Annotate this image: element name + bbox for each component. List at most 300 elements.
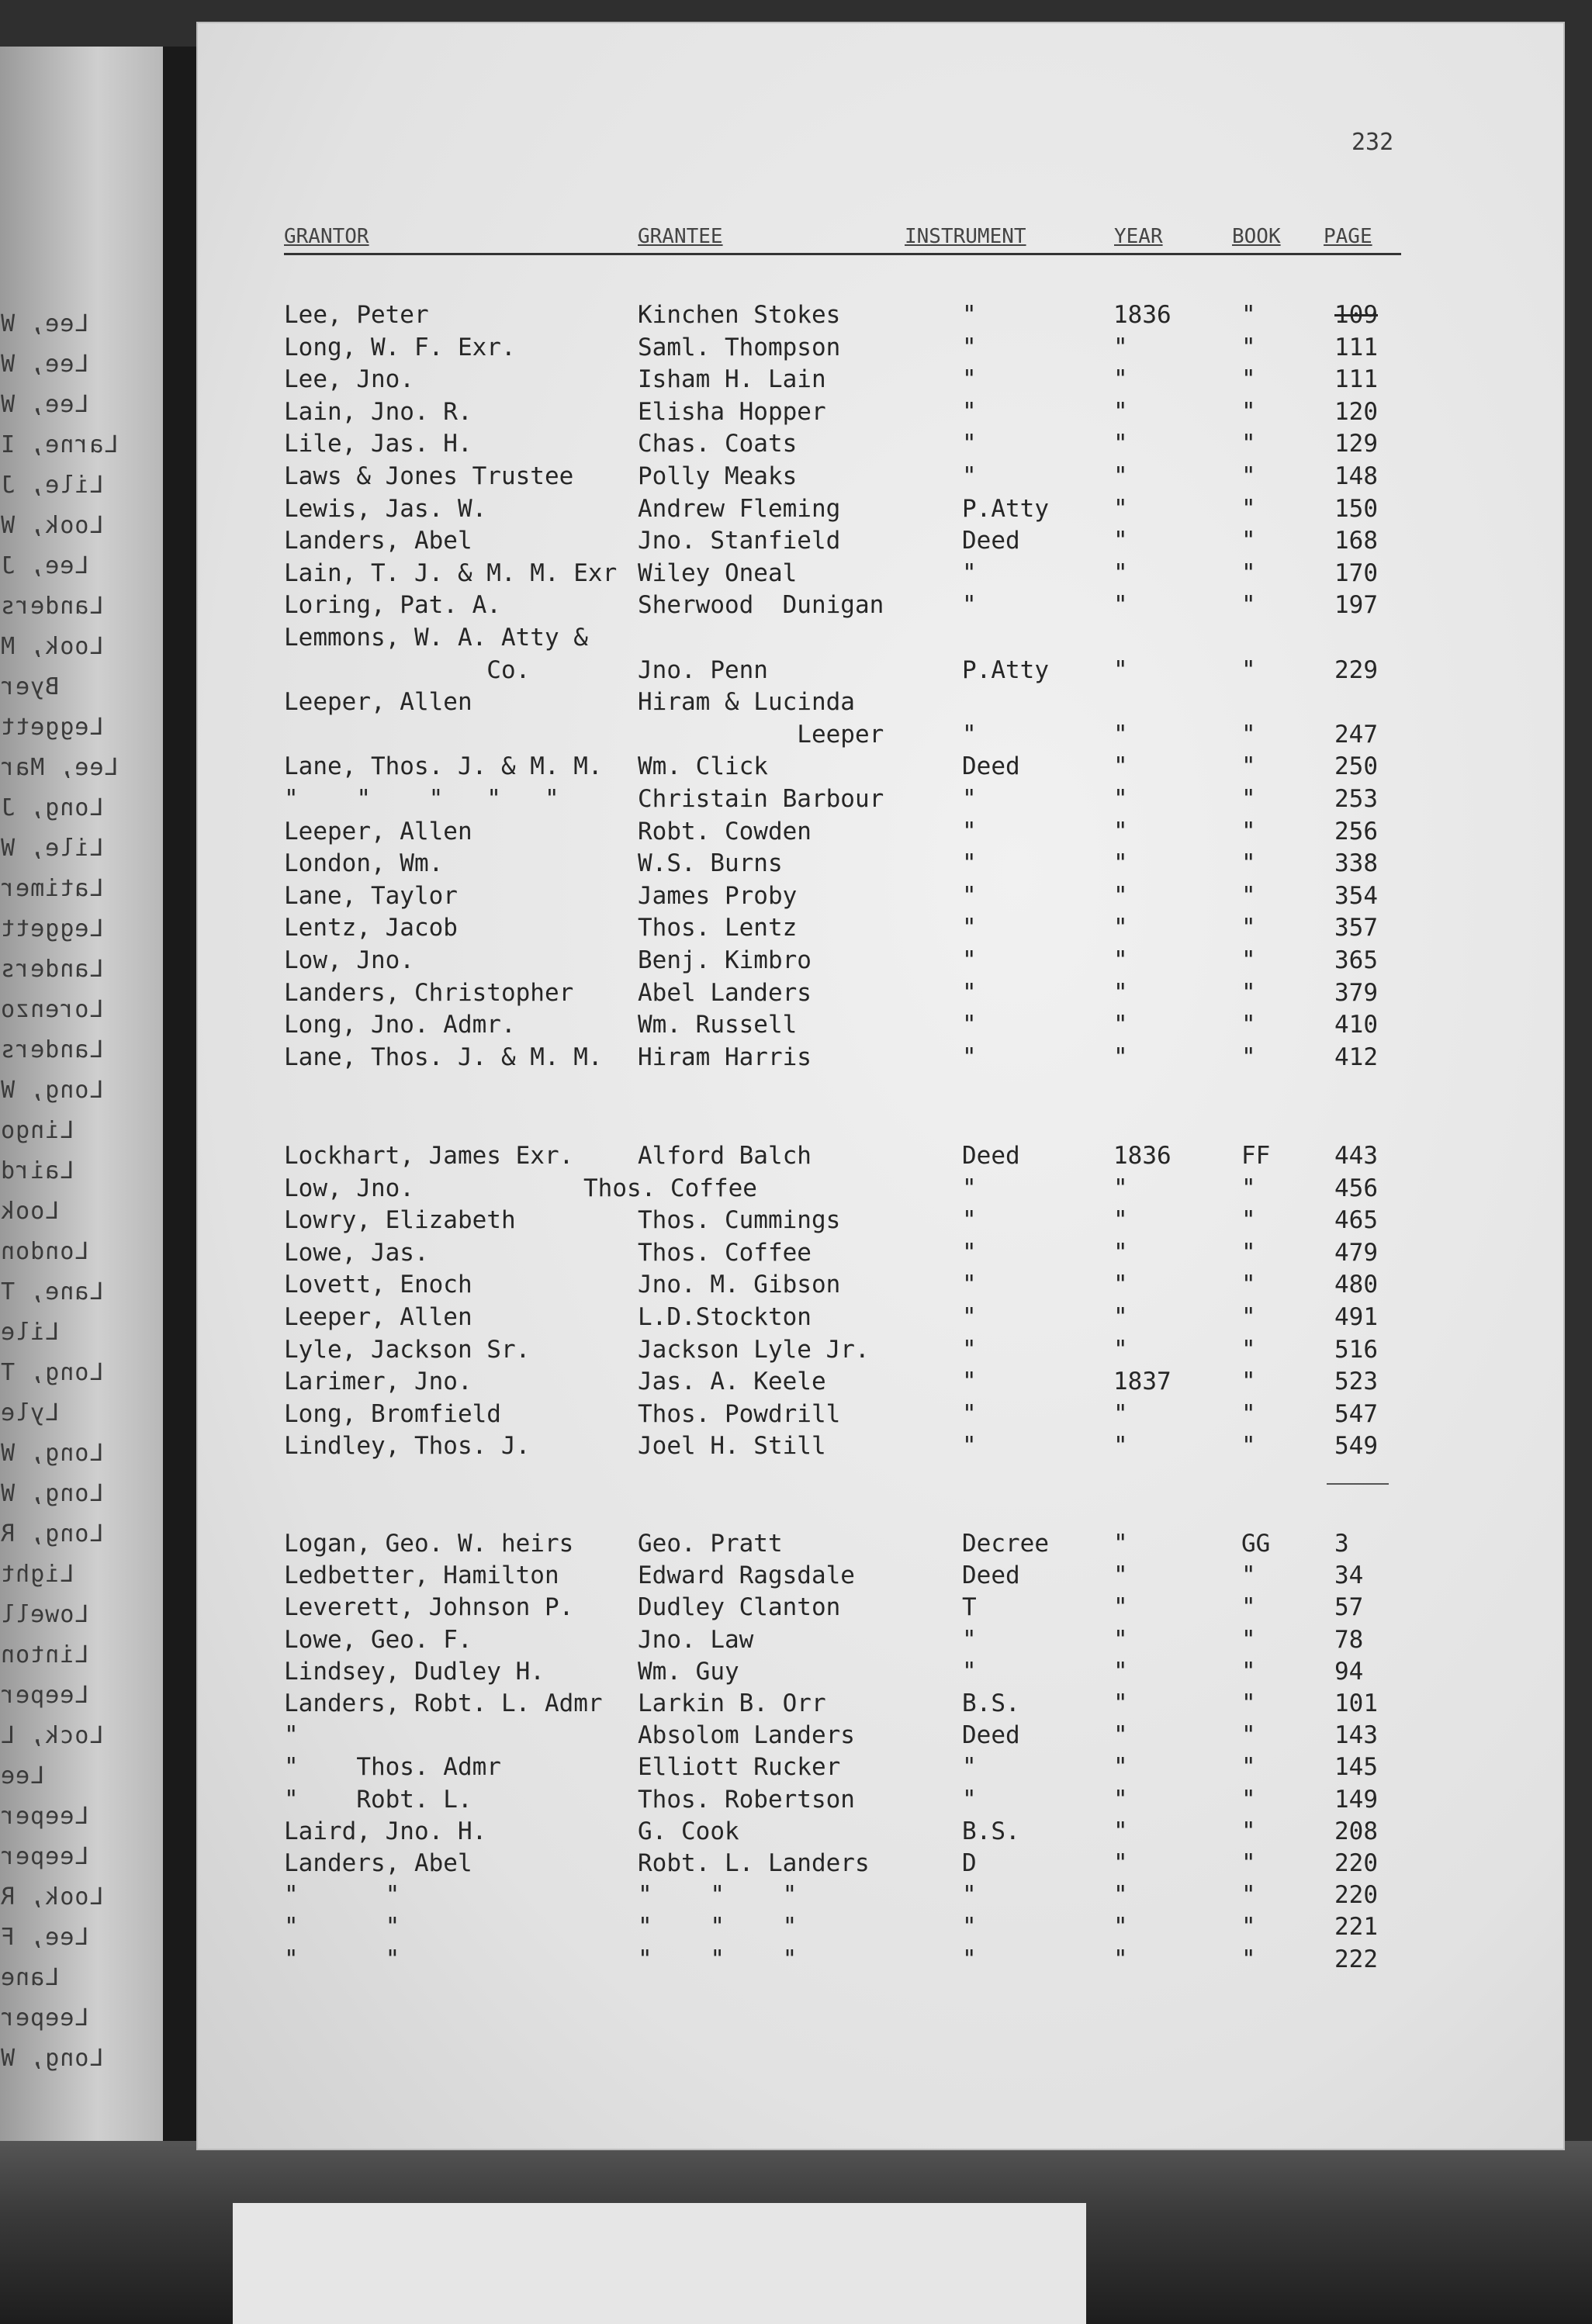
cell-page: 221 — [1334, 1913, 1378, 1942]
cell-instrument: Decree — [962, 1530, 1049, 1558]
cell-instrument: " — [962, 1785, 977, 1814]
ledger-row — [0, 719, 1592, 750]
cell-page: 443 — [1334, 1142, 1378, 1170]
ledger-row — [0, 1848, 1592, 1879]
cell-grantor: " Robt. L. — [284, 1785, 472, 1814]
ledger-row — [0, 1656, 1592, 1687]
cell-grantee: Jno. M. Gibson — [638, 1271, 841, 1299]
cell-grantee: Elisha Hopper — [638, 397, 826, 426]
cell-page: 143 — [1334, 1721, 1378, 1750]
cell-year: " — [1113, 591, 1128, 620]
cell-year: " — [1113, 849, 1128, 878]
cell-page: 222 — [1334, 1945, 1378, 1973]
adjacent-page-text: Lee — [0, 1762, 45, 1790]
cell-grantee: G. Cook — [638, 1817, 739, 1845]
cell-grantor: Laws & Jones Trustee — [284, 462, 574, 490]
ledger-row — [0, 1816, 1592, 1847]
cell-page: 229 — [1334, 655, 1378, 684]
cell-grantor: Leeper, Allen — [284, 1303, 472, 1331]
cell-grantee: Andrew Fleming — [638, 494, 841, 523]
adjacent-page-text: Leggett — [0, 714, 104, 741]
adjacent-page-text: Landers — [0, 1036, 104, 1063]
cell-year: " — [1113, 1817, 1128, 1845]
ledger-row — [0, 783, 1592, 814]
ledger-row — [0, 1880, 1592, 1911]
cell-year: " — [1113, 1043, 1128, 1071]
header-year: YEAR — [1114, 225, 1163, 248]
cell-year: " — [1113, 1432, 1128, 1461]
cell-instrument: Deed — [962, 752, 1020, 781]
ledger-row — [0, 1173, 1592, 1204]
cell-book: " — [1241, 1849, 1256, 1877]
cell-grantee: Hiram Harris — [638, 1043, 812, 1071]
ledger-row — [0, 1334, 1592, 1365]
cell-grantee: Robt. Cowden — [638, 817, 812, 846]
cell-grantor: Landers, Robt. L. Admr — [284, 1689, 603, 1717]
cell-book: " — [1241, 1753, 1256, 1782]
cell-grantor: Landers, Christopher — [284, 978, 574, 1007]
cell-page: 111 — [1334, 333, 1378, 361]
cell-page: 549 — [1334, 1432, 1378, 1461]
cell-grantor: Long, W. F. Exr. — [284, 333, 516, 361]
cell-instrument: " — [962, 1206, 977, 1235]
cell-grantee: Wm. Russell — [638, 1011, 798, 1039]
cell-year: " — [1113, 1593, 1128, 1622]
cell-page: 354 — [1334, 881, 1378, 910]
cell-page: 253 — [1334, 785, 1378, 813]
ledger-row — [0, 1366, 1592, 1397]
cell-instrument: " — [962, 1913, 977, 1942]
adjacent-page-text: Leeper — [0, 1803, 89, 1830]
cell-instrument: " — [962, 1271, 977, 1299]
cell-page: 197 — [1334, 591, 1378, 620]
cell-book: " — [1241, 785, 1256, 813]
adjacent-page-text: Long, R — [0, 1520, 104, 1548]
cell-instrument: " — [962, 333, 977, 361]
cell-instrument: D — [962, 1849, 977, 1877]
cell-grantor: Lyle, Jackson Sr. — [284, 1335, 531, 1364]
cell-grantor: Landers, Abel — [284, 1849, 472, 1877]
cell-grantor: Lain, Jno. R. — [284, 397, 472, 426]
cell-book: " — [1241, 333, 1256, 361]
cell-grantor: Larimer, Jno. — [284, 1368, 472, 1396]
cell-grantee: James Proby — [638, 881, 798, 910]
ledger-row — [0, 525, 1592, 556]
ledger-row — [0, 1009, 1592, 1040]
cell-grantor: Lane, Taylor — [284, 881, 458, 910]
adjacent-page-text: Laird — [0, 1157, 74, 1184]
ledger-row — [0, 1944, 1592, 1975]
cell-book: GG — [1241, 1530, 1271, 1558]
cell-book: " — [1241, 1043, 1256, 1071]
cell-grantee: Jackson Lyle Jr. — [638, 1335, 870, 1364]
cell-instrument: " — [962, 1753, 977, 1782]
cell-page: 129 — [1334, 430, 1378, 458]
cell-book: " — [1241, 817, 1256, 846]
cell-instrument: " — [962, 849, 977, 878]
cell-page: 101 — [1334, 1689, 1378, 1717]
page-number: 232 — [1351, 129, 1394, 156]
cell-page: 410 — [1334, 1011, 1378, 1039]
cell-grantee: Chas. Coats — [638, 430, 798, 458]
cell-page: 168 — [1334, 527, 1378, 555]
cell-grantee: Geo. Pratt — [638, 1530, 783, 1558]
cell-grantee: Saml. Thompson — [638, 333, 841, 361]
cell-grantee: Robt. L. Landers — [638, 1849, 870, 1877]
paper-strip — [233, 2203, 1086, 2324]
cell-grantor: Logan, Geo. W. heirs — [284, 1530, 574, 1558]
cell-book: " — [1241, 978, 1256, 1007]
cell-grantee: Jno. Penn — [638, 655, 768, 684]
cell-page: 456 — [1334, 1174, 1378, 1202]
ledger-row — [0, 1784, 1592, 1815]
adjacent-page-text: Lowell — [0, 1601, 89, 1628]
cell-grantor: Lain, T. J. & M. M. Exr — [284, 559, 618, 587]
cell-grantor: Co. — [284, 655, 531, 684]
cell-page: 479 — [1334, 1238, 1378, 1267]
cell-book: " — [1241, 591, 1256, 620]
cell-grantor: Lovett, Enoch — [284, 1271, 472, 1299]
cell-instrument: " — [962, 559, 977, 587]
ledger-row — [0, 1560, 1592, 1591]
cell-book: " — [1241, 1011, 1256, 1039]
cell-instrument: " — [962, 1368, 977, 1396]
cell-grantor: Lemmons, W. A. Atty & — [284, 624, 588, 652]
ledger-row — [0, 1911, 1592, 1942]
ledger-row — [0, 1720, 1592, 1751]
adjacent-page-text: Long, W — [0, 1480, 104, 1507]
cell-grantee: W.S. Burns — [638, 849, 783, 878]
cell-grantor: Leeper, Allen — [284, 688, 472, 717]
cell-page: 145 — [1334, 1753, 1378, 1782]
cell-page: 247 — [1334, 720, 1378, 749]
cell-grantee: " " " — [638, 1881, 798, 1910]
cell-page: 491 — [1334, 1303, 1378, 1331]
cell-book: " — [1241, 494, 1256, 523]
cell-instrument: " — [962, 1303, 977, 1331]
cell-instrument: " — [962, 1043, 977, 1071]
cell-year: " — [1113, 1913, 1128, 1942]
adjacent-page-text: Lee, W — [0, 310, 89, 337]
cell-year: " — [1113, 1271, 1128, 1299]
cell-book: " — [1241, 1399, 1256, 1428]
cell-grantor: Low, Jno. — [284, 946, 414, 974]
cell-book: " — [1241, 946, 1256, 974]
cell-year: " — [1113, 720, 1128, 749]
adjacent-page-text: Long, W — [0, 2045, 104, 2072]
cell-grantor: Lindley, Thos. J. — [284, 1432, 531, 1461]
cell-instrument: Deed — [962, 527, 1020, 555]
cell-page: 379 — [1334, 978, 1378, 1007]
cell-instrument: " — [962, 720, 977, 749]
cell-grantee: Thos. Coffee — [638, 1238, 812, 1267]
cell-instrument: " — [962, 785, 977, 813]
cell-grantee: Leeper — [638, 720, 884, 749]
cell-year: " — [1113, 785, 1128, 813]
adjacent-page-text: London — [0, 1238, 89, 1265]
cell-year: " — [1113, 527, 1128, 555]
adjacent-page-text: Leeper — [0, 1682, 89, 1709]
cell-grantor: Long, Bromfield — [284, 1399, 501, 1428]
ledger-row — [0, 1269, 1592, 1300]
cell-page: 149 — [1334, 1785, 1378, 1814]
adjacent-page-text: Lock, L — [0, 1722, 104, 1749]
cell-instrument: " — [962, 301, 977, 329]
cell-book: " — [1241, 655, 1256, 684]
cell-page: 516 — [1334, 1335, 1378, 1364]
ledger-row — [0, 1042, 1592, 1073]
cell-grantor: Lowry, Elizabeth — [284, 1206, 516, 1235]
cell-grantor: Lile, Jas. H. — [284, 430, 472, 458]
cell-grantor: Low, Jno. — [284, 1174, 414, 1202]
cell-instrument: " — [962, 1011, 977, 1039]
ledger-row — [0, 493, 1592, 524]
cell-instrument: B.S. — [962, 1689, 1020, 1717]
cell-book: " — [1241, 1432, 1256, 1461]
cell-grantee: Thos. Lentz — [638, 914, 798, 942]
cell-grantee: Joel H. Still — [638, 1432, 826, 1461]
cell-instrument: " — [962, 817, 977, 846]
cell-grantor: London, Wm. — [284, 849, 444, 878]
cell-grantor: Landers, Abel — [284, 527, 472, 555]
cell-year: " — [1113, 430, 1128, 458]
cell-year: " — [1113, 1174, 1128, 1202]
cell-grantor: Long, Jno. Admr. — [284, 1011, 516, 1039]
cell-grantor: " " — [284, 1945, 400, 1973]
cell-book: " — [1241, 430, 1256, 458]
cell-grantee: Hiram & Lucinda — [638, 688, 855, 717]
cell-book: " — [1241, 1561, 1256, 1590]
ledger-row — [0, 880, 1592, 911]
cell-book: FF — [1241, 1142, 1271, 1170]
cell-book: " — [1241, 720, 1256, 749]
ledger-row — [0, 1430, 1592, 1461]
cell-year: " — [1113, 1206, 1128, 1235]
ledger-row — [0, 332, 1592, 363]
cell-page: 111 — [1334, 365, 1378, 394]
cell-year: " — [1113, 365, 1128, 394]
cell-page: 109 — [1334, 301, 1378, 329]
ledger-row — [0, 1624, 1592, 1655]
cell-year: " — [1113, 1011, 1128, 1039]
cell-grantor: Lee, Jno. — [284, 365, 414, 394]
cell-instrument: " — [962, 914, 977, 942]
cell-year: " — [1113, 1561, 1128, 1590]
cell-year: " — [1113, 1689, 1128, 1717]
cell-book: " — [1241, 462, 1256, 490]
adjacent-page-text: Lile, J — [0, 472, 104, 499]
cell-page: 338 — [1334, 849, 1378, 878]
cell-grantee: " " " — [638, 1945, 798, 1973]
ledger-row — [0, 751, 1592, 782]
cell-instrument: " — [962, 1432, 977, 1461]
cell-grantor: Loring, Pat. A. — [284, 591, 501, 620]
cell-book: " — [1241, 397, 1256, 426]
ledger-row — [0, 396, 1592, 427]
cell-year: 1836 — [1113, 301, 1172, 329]
cell-year: " — [1113, 946, 1128, 974]
cell-page: 34 — [1334, 1561, 1364, 1590]
cell-grantor: Lane, Thos. J. & M. M. — [284, 752, 603, 781]
cell-grantor: Lane, Thos. J. & M. M. — [284, 1043, 603, 1071]
adjacent-page-text: Lane, T — [0, 1278, 104, 1306]
cell-book: " — [1241, 365, 1256, 394]
cell-page: 148 — [1334, 462, 1378, 490]
cell-year: " — [1113, 1335, 1128, 1364]
cell-page: 250 — [1334, 752, 1378, 781]
cell-grantee: Jas. A. Keele — [638, 1368, 826, 1396]
cell-grantee: Elliott Rucker — [638, 1753, 841, 1782]
cell-instrument: " — [962, 397, 977, 426]
column-header-row — [284, 222, 1401, 255]
cell-grantor: " " — [284, 1913, 400, 1942]
adjacent-page-text: Latimer — [0, 875, 104, 902]
cell-book: " — [1241, 301, 1256, 329]
ledger-row — [0, 1205, 1592, 1236]
cell-grantee: Thos. Coffee — [583, 1174, 757, 1202]
cell-book: " — [1241, 752, 1256, 781]
ledger-row — [0, 912, 1592, 943]
cell-year: " — [1113, 397, 1128, 426]
header-grantor: GRANTOR — [284, 225, 369, 248]
ledger-row — [0, 364, 1592, 395]
section-end-rule — [1327, 1483, 1389, 1485]
cell-grantee: Isham H. Lain — [638, 365, 826, 394]
adjacent-page-text: Lorenzo — [0, 996, 104, 1023]
cell-grantor: Lockhart, James Exr. — [284, 1142, 574, 1170]
cell-year: " — [1113, 1753, 1128, 1782]
ledger-row — [0, 428, 1592, 459]
adjacent-page-text: Leeper — [0, 2004, 89, 2032]
cell-book: " — [1241, 1271, 1256, 1299]
cell-book: " — [1241, 881, 1256, 910]
adjacent-page-text: Lile, W — [0, 835, 104, 862]
cell-grantor: " Thos. Admr — [284, 1753, 501, 1782]
cell-instrument: " — [962, 1335, 977, 1364]
adjacent-page-text: Linton — [0, 1641, 89, 1669]
cell-year: " — [1113, 1849, 1128, 1877]
ledger-row — [0, 655, 1592, 686]
cell-year: " — [1113, 462, 1128, 490]
ledger-row — [0, 1528, 1592, 1559]
header-book: BOOK — [1232, 225, 1281, 248]
cell-grantor: " " " " " — [284, 785, 559, 813]
cell-book: " — [1241, 1689, 1256, 1717]
ledger-row — [0, 622, 1592, 653]
adjacent-page-text: Lee, J — [0, 552, 89, 579]
cell-year: " — [1113, 333, 1128, 361]
cell-year: " — [1113, 1881, 1128, 1910]
cell-page: 94 — [1334, 1657, 1364, 1686]
cell-grantee: Abel Landers — [638, 978, 812, 1007]
cell-year: " — [1113, 1721, 1128, 1750]
cell-grantee: Kinchen Stokes — [638, 301, 841, 329]
cell-grantee: Wm. Click — [638, 752, 768, 781]
cell-page: 547 — [1334, 1399, 1378, 1428]
cell-grantee: Wm. Guy — [638, 1657, 739, 1686]
cell-instrument: " — [962, 978, 977, 1007]
cell-instrument: P.Atty — [962, 655, 1049, 684]
cell-instrument: " — [962, 430, 977, 458]
ledger-row — [0, 848, 1592, 879]
adjacent-page-text: Lane — [0, 1964, 60, 1991]
adjacent-page-text: Light — [0, 1561, 74, 1588]
cell-book: " — [1241, 1335, 1256, 1364]
cell-page: 3 — [1334, 1530, 1349, 1558]
cell-instrument: " — [962, 1399, 977, 1428]
cell-page: 57 — [1334, 1593, 1364, 1622]
cell-instrument: " — [962, 1657, 977, 1686]
cell-page: 357 — [1334, 914, 1378, 942]
cell-grantor: Lee, Peter — [284, 301, 429, 329]
header-instrument: INSTRUMENT — [905, 225, 1026, 248]
cell-year: " — [1113, 817, 1128, 846]
cell-grantor: " " — [284, 1881, 400, 1910]
cell-grantor: Lewis, Jas. W. — [284, 494, 487, 523]
cell-grantee: " " " — [638, 1913, 798, 1942]
cell-book: " — [1241, 1238, 1256, 1267]
cell-book: " — [1241, 1881, 1256, 1910]
cell-page: 365 — [1334, 946, 1378, 974]
cell-grantor: Leverett, Johnson P. — [284, 1593, 574, 1622]
cell-instrument: " — [962, 1625, 977, 1654]
cell-instrument: Deed — [962, 1561, 1020, 1590]
cell-grantee: Alford Balch — [638, 1142, 812, 1170]
cell-grantee: Sherwood Dunigan — [638, 591, 884, 620]
cell-book: " — [1241, 1368, 1256, 1396]
cell-year: " — [1113, 1657, 1128, 1686]
cell-page: 170 — [1334, 559, 1378, 587]
ledger-row — [0, 686, 1592, 718]
ledger-row — [0, 1140, 1592, 1171]
cell-year: " — [1113, 1945, 1128, 1973]
cell-book: " — [1241, 1945, 1256, 1973]
cell-grantee: Larkin B. Orr — [638, 1689, 826, 1717]
cell-page: 220 — [1334, 1849, 1378, 1877]
cell-instrument: B.S. — [962, 1817, 1020, 1845]
adjacent-page-text: Lyle — [0, 1399, 60, 1427]
cell-page: 412 — [1334, 1043, 1378, 1071]
cell-page: 465 — [1334, 1206, 1378, 1235]
adjacent-page-text: Lee, W — [0, 391, 89, 418]
cell-book: " — [1241, 1625, 1256, 1654]
adjacent-page-text: Look, R — [0, 1883, 104, 1911]
cell-year: 1837 — [1113, 1368, 1172, 1396]
cell-book: " — [1241, 1721, 1256, 1750]
adjacent-page-text: Long, W — [0, 1077, 104, 1104]
cell-year: " — [1113, 559, 1128, 587]
cell-instrument: " — [962, 365, 977, 394]
cell-instrument: T — [962, 1593, 977, 1622]
cell-grantee: Thos. Robertson — [638, 1785, 855, 1814]
cell-grantee: Polly Meaks — [638, 462, 798, 490]
cell-book: " — [1241, 1657, 1256, 1686]
cell-year: " — [1113, 494, 1128, 523]
cell-book: " — [1241, 1785, 1256, 1814]
cell-grantee: L.D.Stockton — [638, 1303, 812, 1331]
cell-year: " — [1113, 978, 1128, 1007]
cell-grantee: Jno. Stanfield — [638, 527, 841, 555]
cell-book: " — [1241, 1593, 1256, 1622]
adjacent-page-text: Leeper — [0, 1843, 89, 1870]
adjacent-page-text: Byer — [0, 673, 60, 700]
cell-grantor: Leeper, Allen — [284, 817, 472, 846]
cell-year: " — [1113, 752, 1128, 781]
cell-instrument: " — [962, 881, 977, 910]
cell-grantor: Lowe, Jas. — [284, 1238, 429, 1267]
adjacent-page-text: Look, M — [0, 633, 104, 660]
adjacent-page-text: Landers — [0, 593, 104, 620]
